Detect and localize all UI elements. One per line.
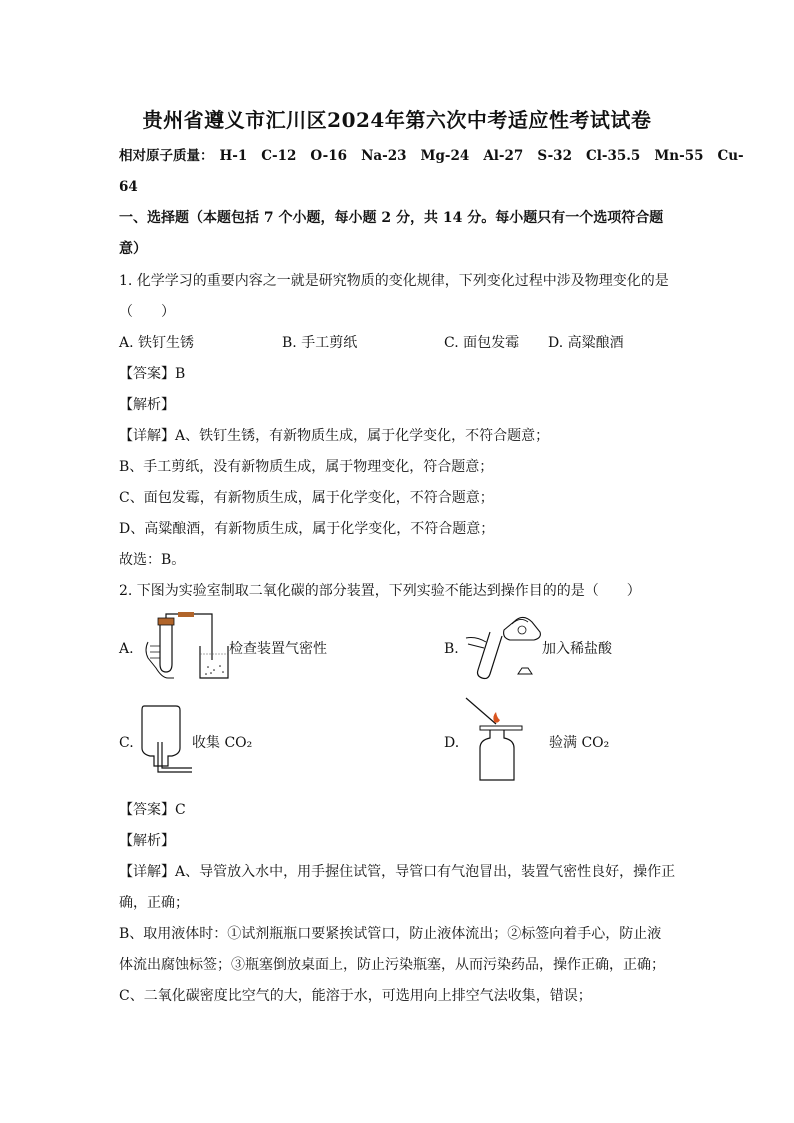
q1-detail: 【详解】A、铁钉生锈，有新物质生成，属于化学变化，不符合题意；	[119, 428, 550, 444]
mass-item: Na-23	[361, 148, 407, 164]
q2-option-c-caption: 收集 CO₂	[192, 735, 253, 751]
airtightness-check-figure	[138, 612, 238, 682]
q2-stem: 2. 下图为实验室制取二氧化碳的部分装置，下列实验不能达到操作目的的是（ ）	[119, 583, 641, 599]
atomic-masses-wrap: 64	[119, 179, 138, 195]
q2-option-d-caption: 验满 CO₂	[549, 735, 610, 751]
q1-detail: C、面包发霉，有新物质生成，属于化学变化，不符合题意；	[119, 490, 494, 506]
q1-option-d: D. 高粱酿酒	[548, 335, 624, 351]
q1-option-b: B. 手工剪纸	[282, 335, 358, 351]
q1-option-a: A. 铁钉生锈	[119, 335, 195, 351]
page-title: 贵州省遵义市汇川区2024年第六次中考适应性考试试卷	[142, 108, 652, 132]
section-heading: 一、选择题（本题包括 7 个小题，每小题 2 分，共 14 分。每小题只有一个选项符合题	[119, 210, 664, 226]
q2-detail: C、二氧化碳密度比空气的大，能溶于水，可选用向上排空气法收集，错误；	[119, 988, 592, 1004]
gas-collection-figure	[138, 702, 194, 778]
q2-detail: 体流出腐蚀标签；③瓶塞倒放桌面上，防止污染瓶塞，从而污染药品，操作正确，正确；	[119, 957, 665, 973]
q2-option-a-caption: 检查装置气密性	[229, 641, 327, 657]
q1-option-c: C. 面包发霉	[444, 335, 520, 351]
mass-item: Al-27	[483, 148, 524, 164]
mass-item: S-32	[537, 148, 572, 164]
q2-option-b-caption: 加入稀盐酸	[542, 641, 612, 657]
q1-stem-blank: （ ）	[119, 304, 175, 320]
q2-option-c-letter: C.	[119, 735, 134, 751]
q1-detail: B、手工剪纸，没有新物质生成，属于物理变化，符合题意；	[119, 459, 494, 475]
q1-detail: D、高粱酿酒，有新物质生成，属于化学变化，不符合题意；	[119, 521, 495, 537]
mass-item: Cu-	[717, 148, 744, 164]
section-heading-wrap: 意）	[119, 241, 147, 257]
mass-item: Mg-24	[420, 148, 470, 164]
q1-answer: 【答案】B	[119, 366, 186, 382]
q1-stem: 1. 化学学习的重要内容之一就是研究物质的变化规律，下列变化过程中涉及物理变化的是	[119, 273, 669, 289]
q2-answer: 【答案】C	[119, 802, 186, 818]
atomic-masses	[119, 146, 758, 166]
add-acid-figure	[464, 608, 544, 688]
q2-detail: 确，正确；	[119, 895, 189, 911]
mass-item: Cl-35.5	[585, 148, 641, 164]
mass-item: Mn-55	[654, 148, 704, 164]
q2-option-b-letter: B.	[444, 641, 459, 657]
q2-detail: B、取用液体时：①试剂瓶瓶口要紧挨试管口，防止液体流出；②标签向着手心，防止液	[119, 926, 662, 942]
atomic-masses-label: 相对原子质量：	[119, 148, 214, 164]
mass-item: O-16	[310, 148, 348, 164]
co2-test-figure	[462, 694, 528, 786]
q2-analysis-label: 【解析】	[119, 833, 175, 849]
mass-item: H-1	[219, 148, 248, 164]
q1-analysis-label: 【解析】	[119, 397, 175, 413]
q2-detail: 【详解】A、导管放入水中，用手握住试管，导管口有气泡冒出，装置气密性良好，操作正	[119, 864, 676, 880]
mass-item: C-12	[261, 148, 297, 164]
q2-option-d-letter: D.	[444, 735, 460, 751]
q2-option-a-letter: A.	[119, 641, 134, 657]
q1-conclusion: 故选：B。	[119, 552, 186, 568]
